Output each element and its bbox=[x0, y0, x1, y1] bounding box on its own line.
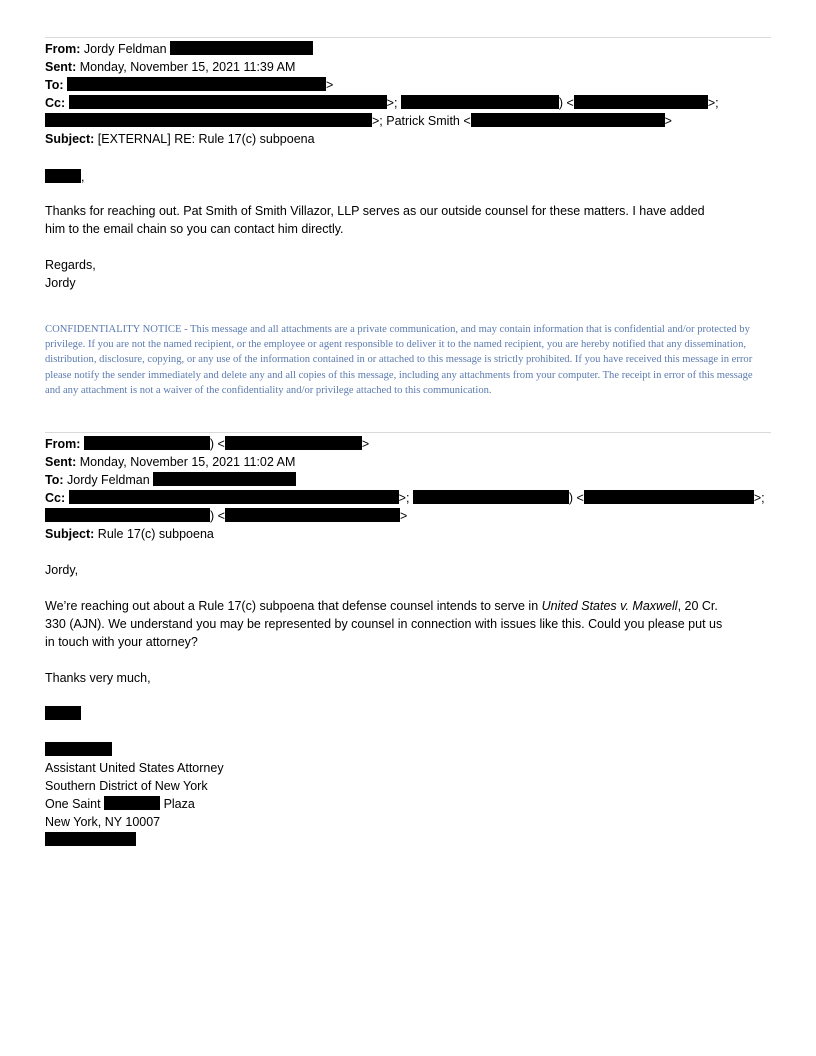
email2-closing: Thanks very much, bbox=[45, 671, 151, 685]
email2-sent-line bbox=[45, 453, 295, 471]
top-divider bbox=[45, 37, 771, 38]
sent-value: Monday, November 15, 2021 11:02 AM bbox=[79, 455, 296, 469]
sig-address-1 bbox=[45, 795, 195, 813]
email1-subject-line bbox=[45, 130, 315, 148]
redaction-block bbox=[225, 436, 362, 450]
body-text: We’re reaching out about a Rule 17(c) subpoena that defense counsel intends to serve in bbox=[45, 599, 542, 613]
email1-salutation bbox=[45, 168, 84, 186]
cc-separator: >; bbox=[753, 491, 765, 505]
from-separator: ) < bbox=[209, 437, 225, 451]
to-label: To: bbox=[45, 473, 64, 487]
redaction-block bbox=[45, 508, 210, 522]
subject-label: Subject: bbox=[45, 527, 95, 541]
email2-body-line-1 bbox=[45, 597, 718, 615]
address-text: Plaza bbox=[163, 797, 195, 811]
email1-cc-line-2 bbox=[45, 112, 672, 130]
cc-separator: >; bbox=[707, 96, 719, 110]
redaction-block bbox=[45, 113, 372, 127]
cc-close: > bbox=[399, 509, 408, 523]
cc-patrick-smith: >; Patrick Smith < bbox=[372, 114, 471, 128]
sent-label: Sent: bbox=[45, 455, 77, 469]
redaction-block bbox=[45, 832, 136, 846]
redaction-block bbox=[45, 169, 81, 183]
email1-to-line bbox=[45, 76, 333, 94]
salutation-comma: , bbox=[81, 170, 85, 184]
sig-office: Southern District of New York bbox=[45, 779, 208, 793]
cc-label: Cc: bbox=[45, 96, 66, 110]
redaction-block bbox=[84, 436, 210, 450]
sig-address-2: New York, NY 10007 bbox=[45, 815, 161, 829]
email1-closing: Regards, bbox=[45, 258, 96, 272]
email2-cc-line bbox=[45, 489, 765, 507]
from-close: > bbox=[361, 437, 370, 451]
redaction-block bbox=[471, 113, 665, 127]
redaction-block bbox=[413, 490, 569, 504]
redaction-block bbox=[45, 742, 112, 756]
cc-close: > bbox=[664, 114, 672, 128]
sent-label: Sent: bbox=[45, 60, 77, 74]
redaction-block bbox=[67, 77, 326, 91]
from-name: Jordy Feldman bbox=[83, 42, 167, 56]
from-label: From: bbox=[45, 437, 81, 451]
address-text: One Saint bbox=[45, 797, 101, 811]
sig-phone-redacted bbox=[45, 831, 136, 849]
sig-title: Assistant United States Attorney bbox=[45, 761, 224, 775]
cc-separator: >; bbox=[398, 491, 410, 505]
subject-label: Subject: bbox=[45, 132, 95, 146]
cc-separator: ) < bbox=[568, 491, 584, 505]
redaction-block bbox=[225, 508, 400, 522]
email2-from-line bbox=[45, 435, 369, 453]
email1-sent-line bbox=[45, 58, 295, 76]
cc-label: Cc: bbox=[45, 491, 66, 505]
email2-cc-line-2 bbox=[45, 507, 407, 525]
redaction-block bbox=[584, 490, 754, 504]
body-text: , 20 Cr. bbox=[677, 599, 718, 613]
sender-name-redacted bbox=[45, 705, 81, 723]
to-name: Jordy Feldman bbox=[67, 473, 150, 487]
redaction-block bbox=[153, 472, 296, 486]
subject-value: Rule 17(c) subpoena bbox=[97, 527, 214, 541]
redaction-block bbox=[69, 490, 399, 504]
confidentiality-notice: CONFIDENTIALITY NOTICE - This message and all attachments are a private communication, and may contain information that is confidential and/or protected by privilege. If you are not the named recipient, or the employee or agent responsible to deliver it to the named recipient, you are hereby notified that any dissemination, distribution, disclosure, copying, or any use of the information contained in or attached to this message is strictly prohibited. If you have received this message in error please notify the sender immediately and delete any and all copies of this message, including any attachments from your computer. The receipt in error of this message and any attachment is not a waiver of the confidentiality and/or privilege attached to this communication. bbox=[45, 324, 753, 396]
from-label: From: bbox=[45, 42, 81, 56]
email2-body-line-3: in touch with your attorney? bbox=[45, 635, 198, 649]
email-divider bbox=[45, 432, 771, 433]
sent-value: Monday, November 15, 2021 11:39 AM bbox=[79, 60, 296, 74]
sender-fullname-redacted bbox=[45, 741, 112, 759]
case-name: United States v. Maxwell bbox=[541, 599, 678, 613]
redaction-block bbox=[104, 796, 160, 810]
email2-salutation: Jordy, bbox=[45, 563, 79, 577]
email1-body-line-1: Thanks for reaching out. Pat Smith of Smith Villazor, LLP serves as our outside counsel for these matters. I have added bbox=[45, 204, 705, 218]
email2-body-line-2: 330 (AJN). We understand you may be represented by counsel in connection with issues like this. Could you please put us bbox=[45, 617, 723, 631]
cc-separator: >; bbox=[386, 96, 398, 110]
cc-separator: ) < bbox=[210, 509, 225, 523]
redaction-block bbox=[170, 41, 313, 55]
redaction-block bbox=[401, 95, 559, 109]
subject-value: [EXTERNAL] RE: Rule 17(c) subpoena bbox=[97, 132, 315, 146]
email1-cc-line bbox=[45, 94, 719, 112]
email1-signature: Jordy bbox=[45, 276, 76, 290]
to-close: > bbox=[326, 78, 334, 92]
email1-from-line bbox=[45, 40, 313, 58]
redaction-block bbox=[45, 706, 81, 720]
email2-to-line bbox=[45, 471, 296, 489]
redaction-block bbox=[69, 95, 387, 109]
email1-body-line-2: him to the email chain so you can contact him directly. bbox=[45, 222, 344, 236]
to-label: To: bbox=[45, 78, 64, 92]
redaction-block bbox=[574, 95, 708, 109]
email2-subject-line bbox=[45, 525, 214, 543]
cc-separator: ) < bbox=[558, 96, 574, 110]
